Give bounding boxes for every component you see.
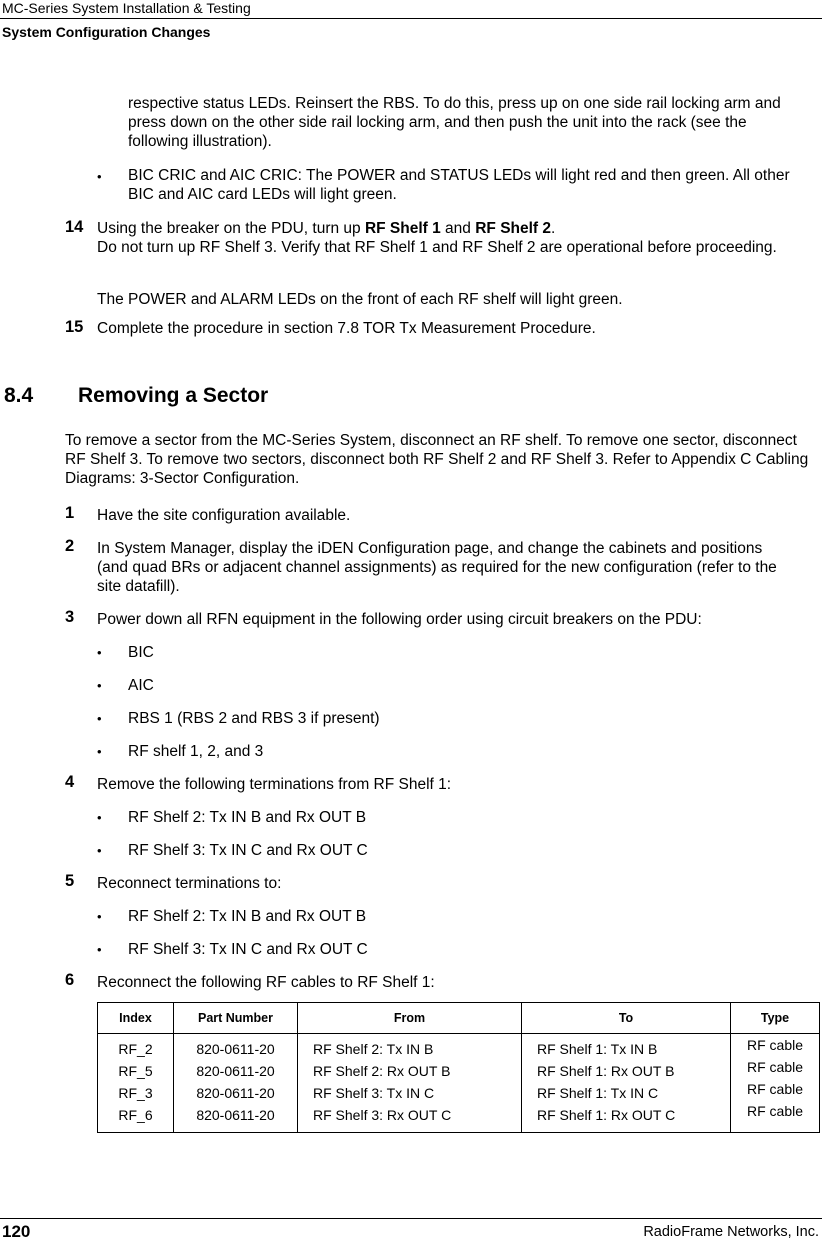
bullet-item: BIC CRIC and AIC CRIC: The POWER and STATUS LEDs will light red and then green. All other BIC and AIC card LEDs will light green. <box>128 167 790 203</box>
column-header-from: From <box>298 1003 522 1034</box>
step-6-text: Reconnect the following RF cables to RF Shelf 1: <box>97 974 435 991</box>
step-number: 1 <box>65 504 75 522</box>
type-value: RF cable <box>746 1037 804 1053</box>
from-value: RF Shelf 3: Rx OUT C <box>313 1107 452 1123</box>
bullet-marker: • <box>97 744 102 759</box>
table-row <box>98 1034 820 1133</box>
list-item: BIC <box>128 644 154 661</box>
part-number-value: 820-0611-20 <box>196 1085 275 1101</box>
bullet-marker: • <box>97 678 102 693</box>
step-3-text: Power down all RFN equipment in the following order using circuit breakers on the PDU: <box>97 611 702 628</box>
list-item: RF Shelf 3: Tx IN C and Rx OUT C <box>128 842 368 859</box>
step-2-text: In System Manager, display the iDEN Configuration page, and change the cabinets and positions (and quad BRs or adjacent channel assignments) as required for the new configuration (refer to the site datafill). <box>97 540 777 595</box>
footer-divider <box>0 1218 822 1219</box>
bullet-marker: • <box>97 909 102 924</box>
from-value: RF Shelf 2: Tx IN B <box>313 1041 434 1057</box>
rf-cable-table <box>97 1002 820 1133</box>
step-14-period: . <box>551 220 556 237</box>
list-item: RBS 1 (RBS 2 and RBS 3 if present) <box>128 710 380 727</box>
to-value: RF Shelf 1: Rx OUT C <box>537 1107 676 1123</box>
type-cell <box>731 1034 820 1133</box>
bullet-marker: • <box>97 843 102 858</box>
bullet-marker: • <box>97 169 102 184</box>
step-1-text: Have the site configuration available. <box>97 507 351 524</box>
step-14-warning: Do not turn up RF Shelf 3. Verify that RF Shelf 1 and RF Shelf 2 are operational before proceeding. <box>97 239 777 256</box>
index-value: RF_6 <box>118 1107 153 1123</box>
step-14-and: and <box>440 220 476 237</box>
to-value: RF Shelf 1: Tx IN B <box>537 1041 658 1057</box>
column-header-index: Index <box>98 1003 174 1034</box>
step-14-text <box>97 219 797 257</box>
type-value: RF cable <box>746 1081 804 1097</box>
from-cell <box>298 1034 522 1133</box>
from-value: RF Shelf 2: Rx OUT B <box>313 1063 451 1079</box>
document-title: MC-Series System Installation & Testing <box>2 0 251 16</box>
company-name: RadioFrame Networks, Inc. <box>643 1224 819 1240</box>
list-item: RF Shelf 2: Tx IN B and Rx OUT B <box>128 809 367 826</box>
step-5-text: Reconnect terminations to: <box>97 875 282 892</box>
step-number: 2 <box>65 537 75 555</box>
rf-shelf-1-label: RF Shelf 1 <box>364 220 441 237</box>
section-heading <box>4 384 268 408</box>
bullet-marker: • <box>97 810 102 825</box>
index-cell <box>98 1034 174 1133</box>
list-item: RF Shelf 3: Tx IN C and Rx OUT C <box>128 941 368 958</box>
to-cell <box>522 1034 731 1133</box>
step-number: 3 <box>65 608 75 626</box>
part-number-value: 820-0611-20 <box>196 1107 275 1123</box>
bullet-marker: • <box>97 942 102 957</box>
column-header-part-number: Part Number <box>174 1003 298 1034</box>
index-value: RF_5 <box>118 1063 153 1079</box>
from-value: RF Shelf 3: Tx IN C <box>313 1085 435 1101</box>
list-item: RF shelf 1, 2, and 3 <box>128 743 264 760</box>
step-number: 6 <box>65 971 75 989</box>
part-number-cell <box>174 1034 298 1133</box>
step-14-note: The POWER and ALARM LEDs on the front of each RF shelf will light green. <box>97 291 623 308</box>
index-value: RF_2 <box>118 1041 153 1057</box>
list-item: RF Shelf 2: Tx IN B and Rx OUT B <box>128 908 367 925</box>
step-number: 4 <box>65 773 75 791</box>
type-value: RF cable <box>746 1103 804 1119</box>
page-number: 120 <box>2 1222 31 1241</box>
bullet-marker: • <box>97 645 102 660</box>
step-number: 14 <box>65 218 84 236</box>
section-intro: To remove a sector from the MC-Series System, disconnect an RF shelf. To remove one sector, disconnect RF Shelf 3. To remove two sectors, disconnect both RF Shelf 2 and RF Shelf 3. Refer to Appendix C Cabling Diagrams: 3-Sector Configuration. <box>65 432 809 487</box>
part-number-value: 820-0611-20 <box>196 1041 275 1057</box>
step-15-text: Complete the procedure in section 7.8 TOR Tx Measurement Procedure. <box>97 320 596 337</box>
list-item: AIC <box>128 677 154 694</box>
to-value: RF Shelf 1: Tx IN C <box>537 1085 659 1101</box>
column-header-to: To <box>522 1003 731 1034</box>
bullet-marker: • <box>97 711 102 726</box>
to-value: RF Shelf 1: Rx OUT B <box>537 1063 675 1079</box>
continuation-paragraph: respective status LEDs. Reinsert the RBS. To do this, press up on one side rail locking arm and press down on the other side rail locking arm, and then push the unit into the rack (see the following illustration). <box>128 95 781 150</box>
step-number: 15 <box>65 318 84 336</box>
index-value: RF_3 <box>118 1085 153 1101</box>
type-value: RF cable <box>746 1059 804 1075</box>
column-header-type: Type <box>731 1003 820 1034</box>
section-title: Removing a Sector <box>78 384 269 407</box>
section-number: 8.4 <box>4 384 34 407</box>
step-4-text: Remove the following terminations from RF Shelf 1: <box>97 776 452 793</box>
step-number: 5 <box>65 872 75 890</box>
step-14-lead: Using the breaker on the PDU, turn up <box>97 220 365 237</box>
table-header-row <box>98 1003 820 1034</box>
part-number-value: 820-0611-20 <box>196 1063 275 1079</box>
header-divider <box>0 18 822 19</box>
section-running-title: System Configuration Changes <box>2 24 211 40</box>
rf-shelf-2-label: RF Shelf 2 <box>475 220 552 237</box>
